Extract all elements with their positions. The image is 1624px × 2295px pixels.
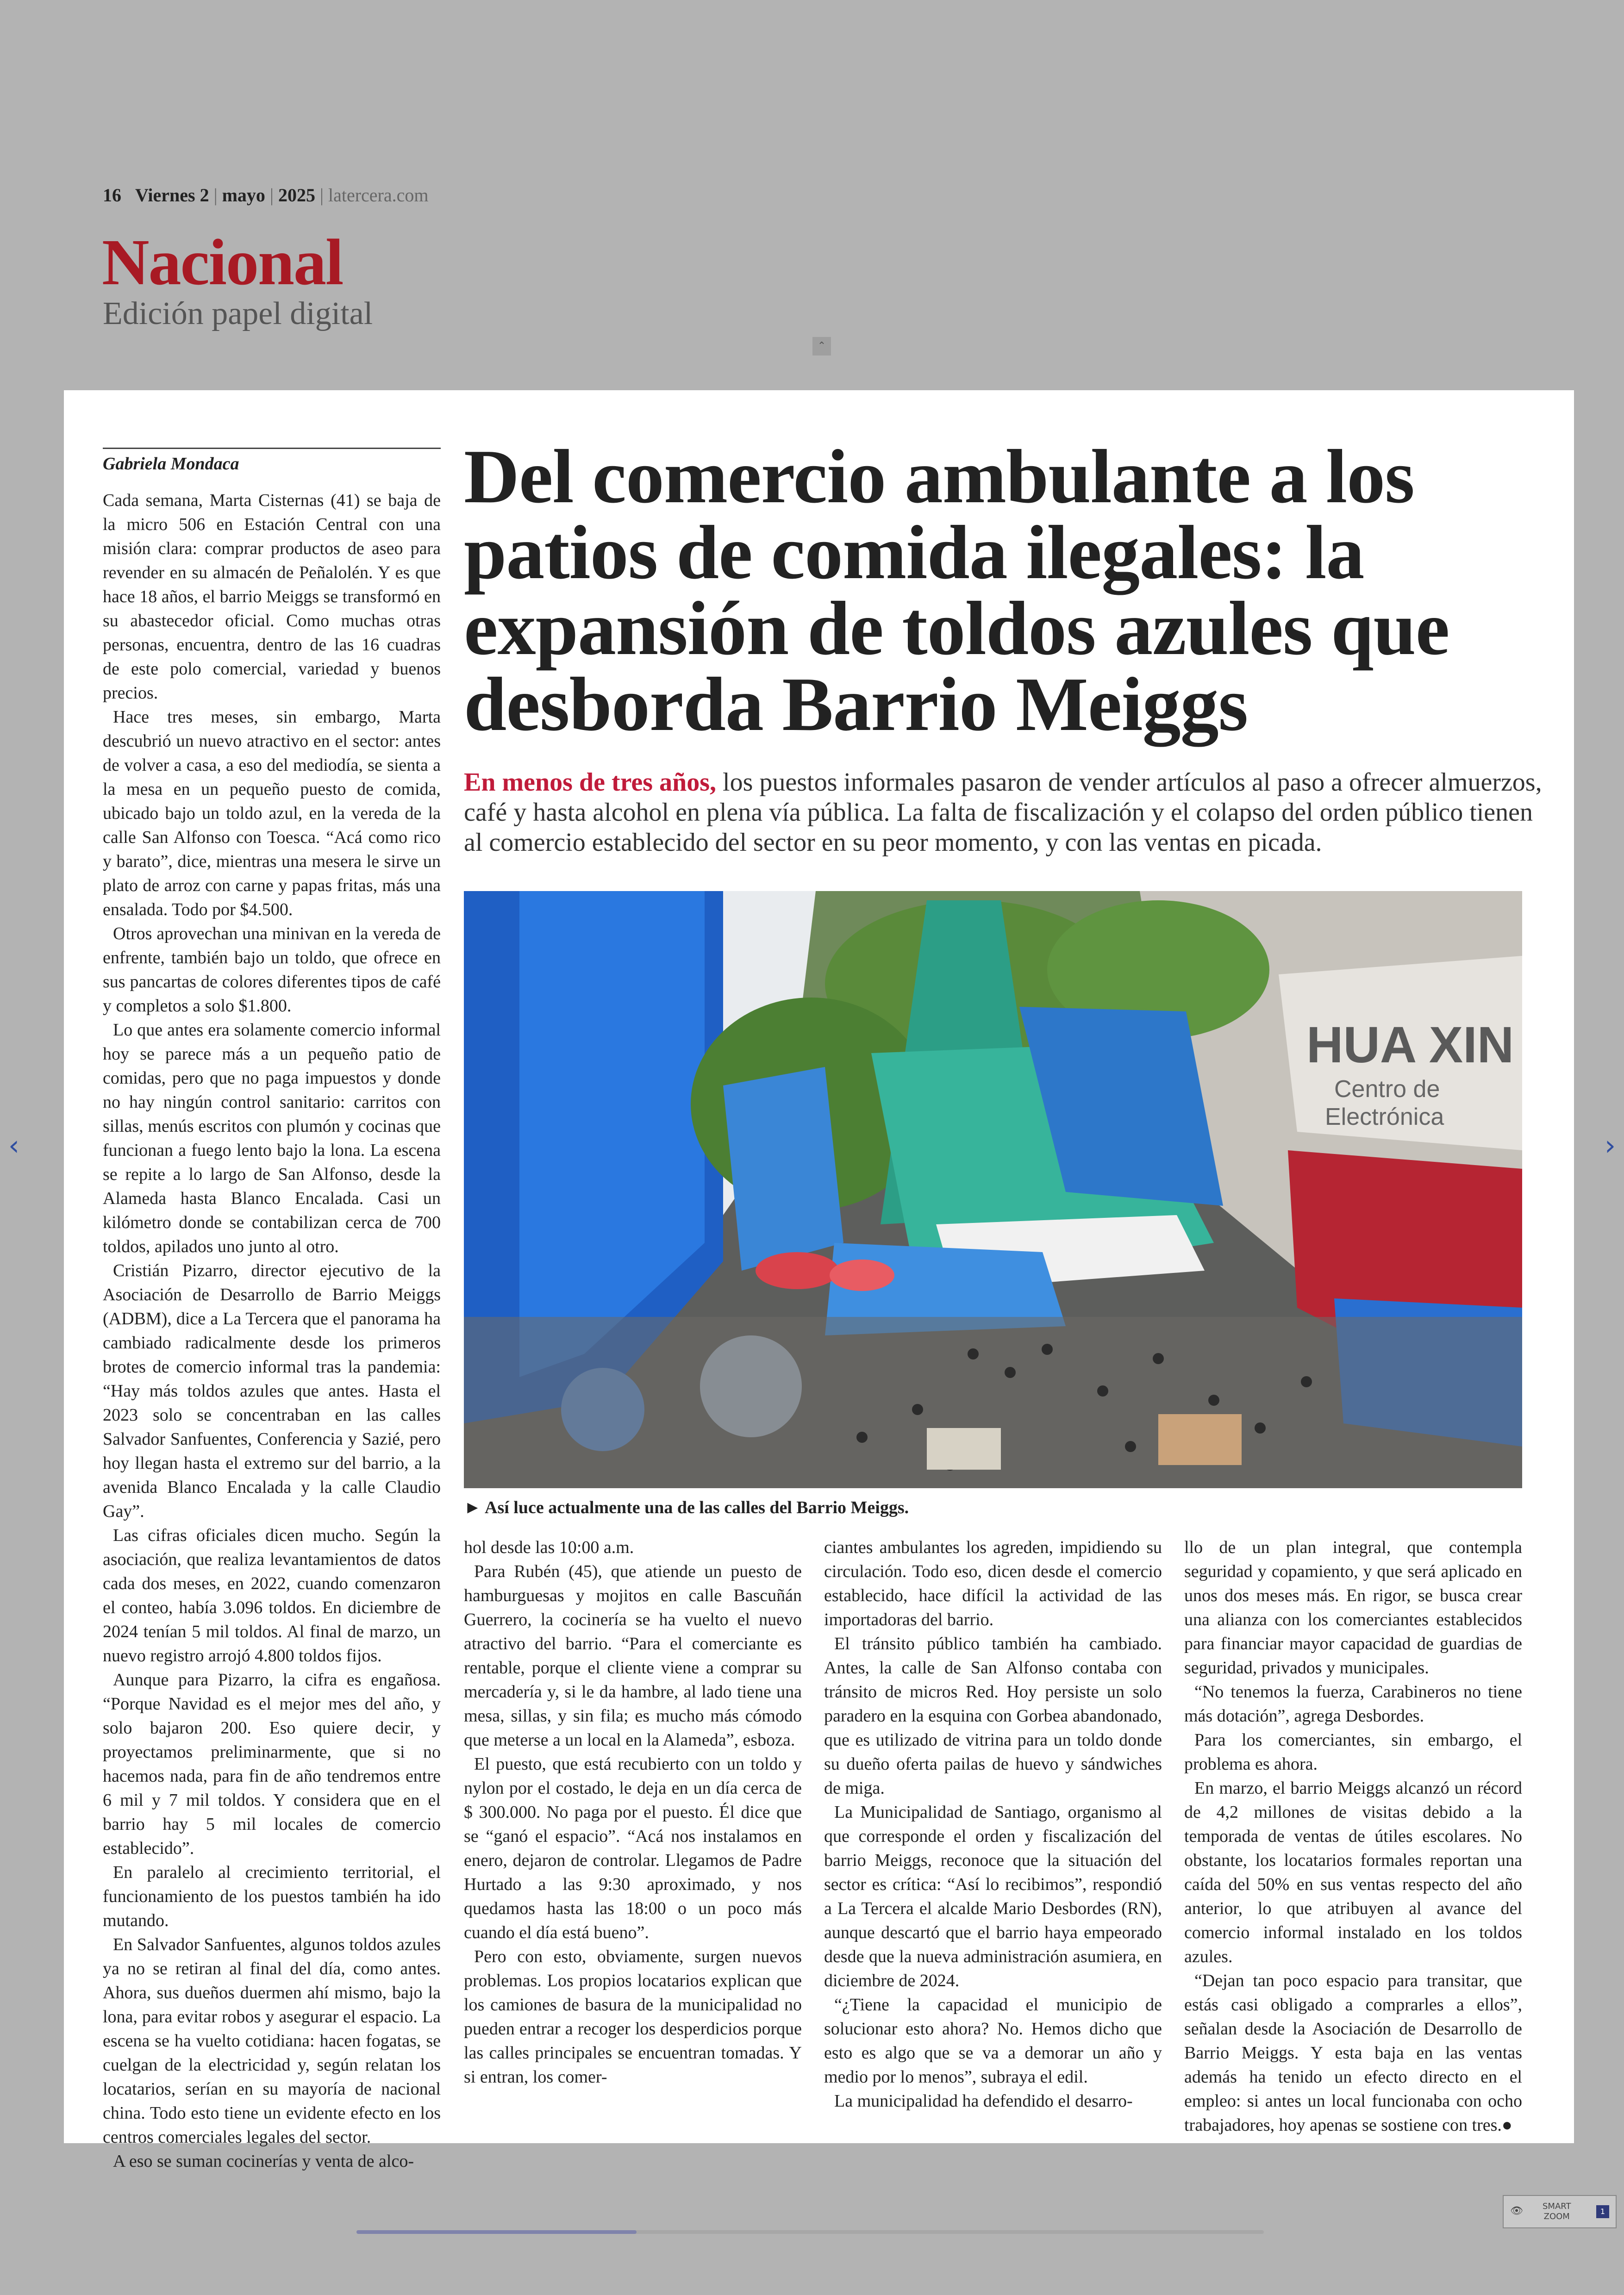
- paragraph: El puesto, que está recubierto con un toldo y nylon por el costado, le deja en un día cerca de $ 300.000. No paga por el puesto. Él dice que se “ganó el espacio”. “Acá nos instalamos en enero, dejaron de controlar. Llegamos de Padre Hurtado a las 9:30 aproximado, y nos quedamos hasta las 18:00 o un poco más cuando el día está bueno”.: [464, 1754, 802, 1942]
- next-page-icon[interactable]: ›: [1605, 1129, 1616, 1162]
- page-scrollbar[interactable]: [356, 2230, 1264, 2234]
- paragraph: Pero con esto, obviamente, surgen nuevos problemas. Los propios locatarios explican que los camiones de basura de la municipalidad no pueden entrar a recoger los desperdicios porque las calles principales se encuentran tomadas. Y si entran, los comer-: [464, 1947, 802, 2087]
- paragraph: Aunque para Pizarro, la cifra es engañosa. “Porque Navidad es el mejor mes del año, y solo bajaron 200. Eso quiere decir, y proyectamos preliminarmente, que si no hacemos nada, para fin de año tendremos entre 6 mil y 7 mil toldos. Y considera que en el barrio hay 5 mil locales de comercio establecido”.: [103, 1670, 441, 1858]
- paragraph: En paralelo al crecimiento territorial, el funcionamiento de los puestos también ha ido mutando.: [103, 1863, 441, 1930]
- photo-caption: ► Así luce actualmente una de las calles del Barrio Meiggs.: [464, 1498, 909, 1517]
- street-photo: [464, 891, 1522, 1488]
- column-3: [824, 1535, 1162, 2113]
- column-4: [1184, 1535, 1522, 2137]
- paragraph: Las cifras oficiales dicen mucho. Según la asociación, que realiza levantamientos de datos cada dos meses, en 2022, cuando comenzaron el conteo, había 3.096 toldos. En diciembre de 2024 tenían 5 mil toldos. Al final de marzo, un nuevo registro arrojó 4.800 toldos fijos.: [103, 1526, 441, 1665]
- scrollbar-thumb[interactable]: [356, 2230, 637, 2234]
- paragraph: ciantes ambulantes los agreden, impidiendo su circulación. Todo eso, dicen desde el comercio establecido, hace difícil la actividad de las importadoras del barrio.: [824, 1538, 1162, 1629]
- paragraph: llo de un plan integral, que contempla seguridad y copamiento, y que será aplicado en unos dos meses más. En rigor, se busca crear una alianza con los comerciantes establecidos para financiar mayor capacidad de guardias de seguridad, privados y municipales.: [1184, 1538, 1522, 1678]
- sign-line-2: Centro de: [1334, 1076, 1440, 1103]
- paragraph: Cada semana, Marta Cisternas (41) se baja de la micro 506 en Estación Central con una misión clara: comprar productos de aseo para revender en su almacén de Peñalolén. Y es que hace 18 años, el barrio Meiggs se transformó en su abastecedor oficial. Como muchas otras personas, encuentra, dentro de las 16 cuadras de este polo comercial, variedad y buenos precios.: [103, 491, 441, 703]
- collapse-icon[interactable]: ⌃: [812, 337, 831, 355]
- paragraph: Para Rubén (45), que atiende un puesto de hamburguesas y mojitos en calle Bascuñán Guerrero, la cocinería se ha vuelto el nuevo atractivo del barrio. “Para el comerciante es rentable, porque el cliente viene a comprar su mercadería y, si le da hambre, al lado tiene una mesa, sillas, y sin fila; es mucho más cómodo que meterse a un local en la Alameda”, esboza.: [464, 1562, 802, 1750]
- page-number: 16: [103, 185, 121, 206]
- page-header: 16 Viernes 2 | mayo | 2025 | latercera.com: [103, 185, 429, 206]
- date-month: mayo: [222, 185, 265, 206]
- smart-zoom-button[interactable]: [1503, 2195, 1617, 2228]
- zoom-label-2: ZOOM: [1543, 2212, 1570, 2221]
- section-title: Nacional: [102, 225, 343, 299]
- site-name: latercera.com: [328, 185, 429, 206]
- paragraph: La Municipalidad de Santiago, organismo al que corresponde el orden y fiscalización del barrio Meiggs, reconoce que la situación del sector es crítica: “Así lo recibimos”, respondió a La Tercera el alcalde Mario Desbordes (RN), aunque descartó que el barrio haya empeorado desde que la nueva administración asumiera, en diciembre de 2024.: [824, 1802, 1162, 1990]
- paragraph: Hace tres meses, sin embargo, Marta descubrió un nuevo atractivo en el sector: antes de volver a casa, a eso del mediodía, se sienta a la mesa en un pequeño puesto de comida, ubicado bajo un toldo azul, en la vereda de la calle San Alfonso con Toesca. “Acá como rico y barato”, dice, mientras una mesera le sirve un plato de arroz con carne y papas fritas, más una ensalada. Todo por $4.500.: [103, 707, 441, 919]
- paragraph: Para los comerciantes, sin embargo, el problema es ahora.: [1184, 1730, 1522, 1774]
- date-year: 2025: [278, 185, 315, 206]
- date-day: Viernes 2: [135, 185, 209, 206]
- paragraph: hol desde las 10:00 a.m.: [464, 1538, 634, 1557]
- paragraph: La municipalidad ha defendido el desarro-: [834, 2091, 1133, 2111]
- paragraph: “No tenemos la fuerza, Carabineros no tiene más dotación”, agrega Desbordes.: [1184, 1682, 1522, 1726]
- paragraph: En Salvador Sanfuentes, algunos toldos azules ya no se retiran al final del día, como antes. Ahora, sus dueños duermen ahí mismo, bajo la lona, para evitar robos y asegurar el espacio. La escena se ha vuelto cotidiana: hacen fogatas, se cuelgan de la electricidad y, según relatan los locatarios, serían en su mayoría de nacional china. Todo esto tiene un evidente efecto en los centros comerciales legales del sector.: [103, 1935, 441, 2147]
- paragraph: En marzo, el barrio Meiggs alcanzó un récord de 4,2 millones de visitas debido a la temporada de ventas de útiles escolares. No obstante, los locatarios formales reportan una caída del 50% en sus ventas respecto del año anterior, lo que atribuyen al avance del comercio informal instalado en los toldos azules.: [1184, 1778, 1522, 1966]
- paragraph: Otros aprovechan una minivan en la vereda de enfrente, también bajo un toldo, que ofrece en sus pancartas de colores diferentes tipos de café y completos a solo $1.800.: [103, 924, 441, 1016]
- sign-line-3: Electrónica: [1325, 1104, 1444, 1130]
- paragraph: Cristián Pizarro, director ejecutivo de la Asociación de Desarrollo de Barrio Meiggs (ADBM), dice a La Tercera que el panorama ha cambiado radicalmente desde los primeros brotes de comercio informal tras la pandemia: “Hay más toldos azules que antes. Hasta el 2023 solo se concentraban en las calles Salvador Sanfuentes, Conferencia y Sazié, pero hoy llegan hasta el extremo sur del barrio, a la avenida Blanco Encalada y la calle Claudio Gay”.: [103, 1261, 441, 1521]
- headline: Del comercio ambulante a los patios de comida ilegales: la expansión de toldos azules que desborda Barrio Meiggs: [464, 434, 1449, 747]
- eye-icon: 👁: [1510, 2205, 1523, 2217]
- lead-paragraph: [464, 767, 1543, 858]
- page-indicator: 1: [1596, 2205, 1609, 2218]
- newspaper-page: [64, 390, 1574, 2171]
- author-byline: Gabriela Mondaca: [103, 448, 441, 474]
- sign-hua-xin: HUA XIN: [1306, 1017, 1514, 1073]
- paragraph: A eso se suman cocinerías y venta de alco-: [113, 2152, 414, 2171]
- prev-page-icon[interactable]: ‹: [8, 1129, 19, 1162]
- column-2: [464, 1535, 802, 2089]
- paragraph: El tránsito público también ha cambiado. Antes, la calle de San Alfonso contaba con tránsito de micros Red. Hoy persiste un solo paradero en la esquina con Gorbea abandonado, que es utilizado de vitrina para un toldo donde su dueño oferta pailas de huevo y sándwiches de miga.: [824, 1634, 1162, 1798]
- lead-text: los puestos informales pasaron de vender artículos al paso a ofrecer almuerzos, café y hasta alcohol en plena vía pública. La falta de fiscalización y el colapso del orden público tienen al comercio establecido del sector en su peor momento, y con las ventas en picada.: [464, 768, 1542, 857]
- paragraph: “¿Tiene la capacidad el municipio de solucionar esto ahora? No. Hemos dicho que esto es algo que se va a demorar un año y medio por lo menos”, subraya el edil.: [824, 1995, 1162, 2087]
- lead-highlight: En menos de tres años,: [464, 768, 717, 797]
- paragraph: “Dejan tan poco espacio para transitar, que estás casi obligado a comprarles a ellos”, señalan desde la Asociación de Desarrollo de Barrio Meiggs. Y esta baja en las ventas además ha tenido un efecto directo en el empleo: si antes un local funcionaba con ocho trabajadores, hoy apenas se sostiene con tres.●: [1184, 1971, 1522, 2135]
- column-1: [103, 488, 441, 2173]
- edition-subtitle: Edición papel digital: [103, 296, 373, 331]
- paragraph: Lo que antes era solamente comercio informal hoy se parece más a un pequeño patio de comidas, pero que no paga impuestos y donde no hay ningún control sanitario: carritos con sillas, menús escritos con plumón y cocinas que funcionan a fuego lento bajo la lona. La escena se repite a lo largo de San Alfonso, desde la Alameda hasta Blanco Encalada. Casi un kilómetro donde se contabilizan cerca de 700 toldos, apilados uno junto al otro.: [103, 1020, 441, 1256]
- zoom-label-1: SMART: [1543, 2201, 1571, 2211]
